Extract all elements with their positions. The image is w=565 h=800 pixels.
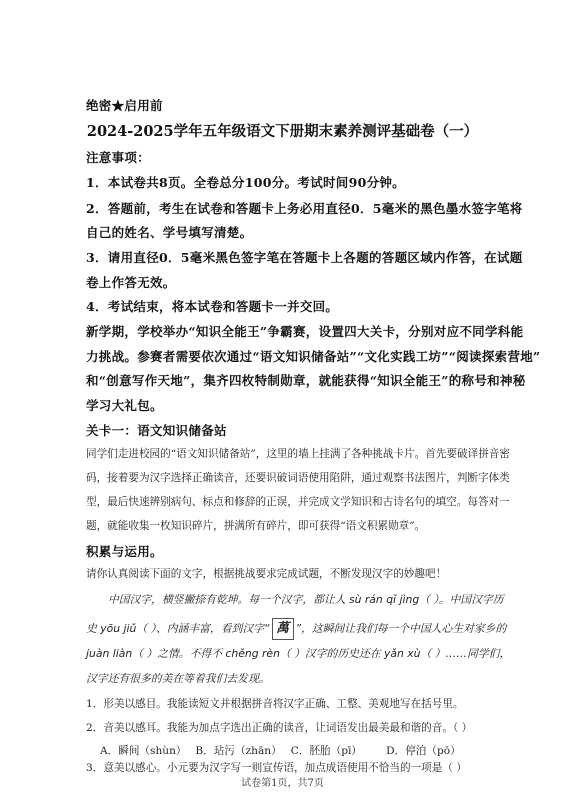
note-3-line-2: 卷上作答无效。 <box>86 275 176 290</box>
page-title: 2024-2025学年五年级语文下册期末素养测评基础卷（一） <box>86 123 479 140</box>
section-1-heading: 关卡一：语文知识储备站 <box>86 423 227 438</box>
page-footer: 试卷第1页，共7页 <box>241 778 324 789</box>
passage-line-4: 汉字还有很多的美在等着我们去发现。 <box>86 672 270 685</box>
note-4: 4．考试结束，将本试卷和答题卡一并交回。 <box>86 299 339 314</box>
section-1-para-line-4: 题，就能收集一枚知识碎片，拼满所有碎片，即可获得“语文积累勋章”。 <box>86 520 426 532</box>
intro-line-3: 和“创意写作天地”，集齐四枚特制勋章，就能获得“知识全能王”的称号和神秘 <box>86 373 526 388</box>
option-c[interactable]: C．胚胎（pī） <box>290 745 362 757</box>
note-2-line-2: 自己的姓名、学号填写清楚。 <box>86 225 253 240</box>
passage-line-1: 中国汉字，横竖撇捺有乾坤。每一个汉字，都让人 sù rán qǐ jìng（ ）。中国汉字历 <box>108 593 504 606</box>
part-1-instruction: 请你认真阅读下面的文字，根据挑战要求完成试题，不断发现汉字的妙趣吧！ <box>86 568 447 580</box>
section-1-para-line-1: 同学们走进校园的“语文知识储备站”，这里的墙上挂满了各种挑战卡片。首先要破译拼音密 <box>86 448 510 460</box>
option-a[interactable]: A．瞬间（shùn） <box>100 745 187 757</box>
calligraphy-character: 萬 <box>272 618 294 640</box>
passage-line-2 <box>86 618 506 640</box>
question-3: 3．意美以感心。小元要为汉字写一则宣传语，加点成语使用不恰当的一项是（ ） <box>86 762 467 774</box>
confidential-label: 绝密★启用前 <box>86 98 163 113</box>
intro-line-1: 新学期，学校举办“知识全能王”争霸赛，设置四大关卡，分别对应不同学科能 <box>86 324 524 339</box>
intro-line-2: 力挑战。参赛者需要依次通过“语文知识储备站”“文化实践工坊”“阅读探索营地” <box>86 349 541 364</box>
note-3-line-1: 3．请用直径0．5毫米黑色签字笔在答题卡上各题的答题区域内作答，在试题 <box>86 250 523 265</box>
passage-line-2-end: ”，这瞬间让我们每一个中国人心生对家乡的 <box>295 622 507 635</box>
question-2: 2．音美以感耳。我能为加点字选出正确的读音，让词语发出最美最和谐的音。（ ） <box>86 722 473 734</box>
notes-heading: 注意事项： <box>86 150 151 165</box>
question-2-options <box>100 743 478 758</box>
note-2-line-1: 2．答题前，考生在试卷和答题卡上务必用直径0．5毫米的黑色墨水签字笔将 <box>86 201 523 216</box>
option-d[interactable]: D．停泊（pō） <box>386 745 461 757</box>
intro-line-4: 学习大礼包。 <box>86 398 163 413</box>
part-1-heading: 积累与运用。 <box>86 544 163 559</box>
option-b[interactable]: B．玷污（zhān） <box>195 745 282 757</box>
note-1: 1．本试卷共8页。全卷总分100分。考试时间90分钟。 <box>86 175 405 190</box>
section-1-para-line-2: 码，接着要为汉字选择正确读音，还要识破词语使用陷阱，通过观察书法图片，判断字体类 <box>86 472 510 484</box>
section-1-para-line-3: 型，最后快速辨别病句、标点和修辞的正误，并完成文学知识和古诗名句的填空。每答对一 <box>86 496 510 508</box>
passage-line-3: juàn liàn（ ）之情。不得不 chěng rèn（ ）汉字的历史还在 yǎn xù（ ）……同学们， <box>86 647 511 660</box>
passage-line-2-start: 史 yōu jiǔ（ ）、内涵丰富，看到汉字“ <box>86 622 270 635</box>
question-1: 1．形美以感目。我能读短文并根据拼音将汉字正确、工整、美观地写在括号里。 <box>86 698 464 710</box>
